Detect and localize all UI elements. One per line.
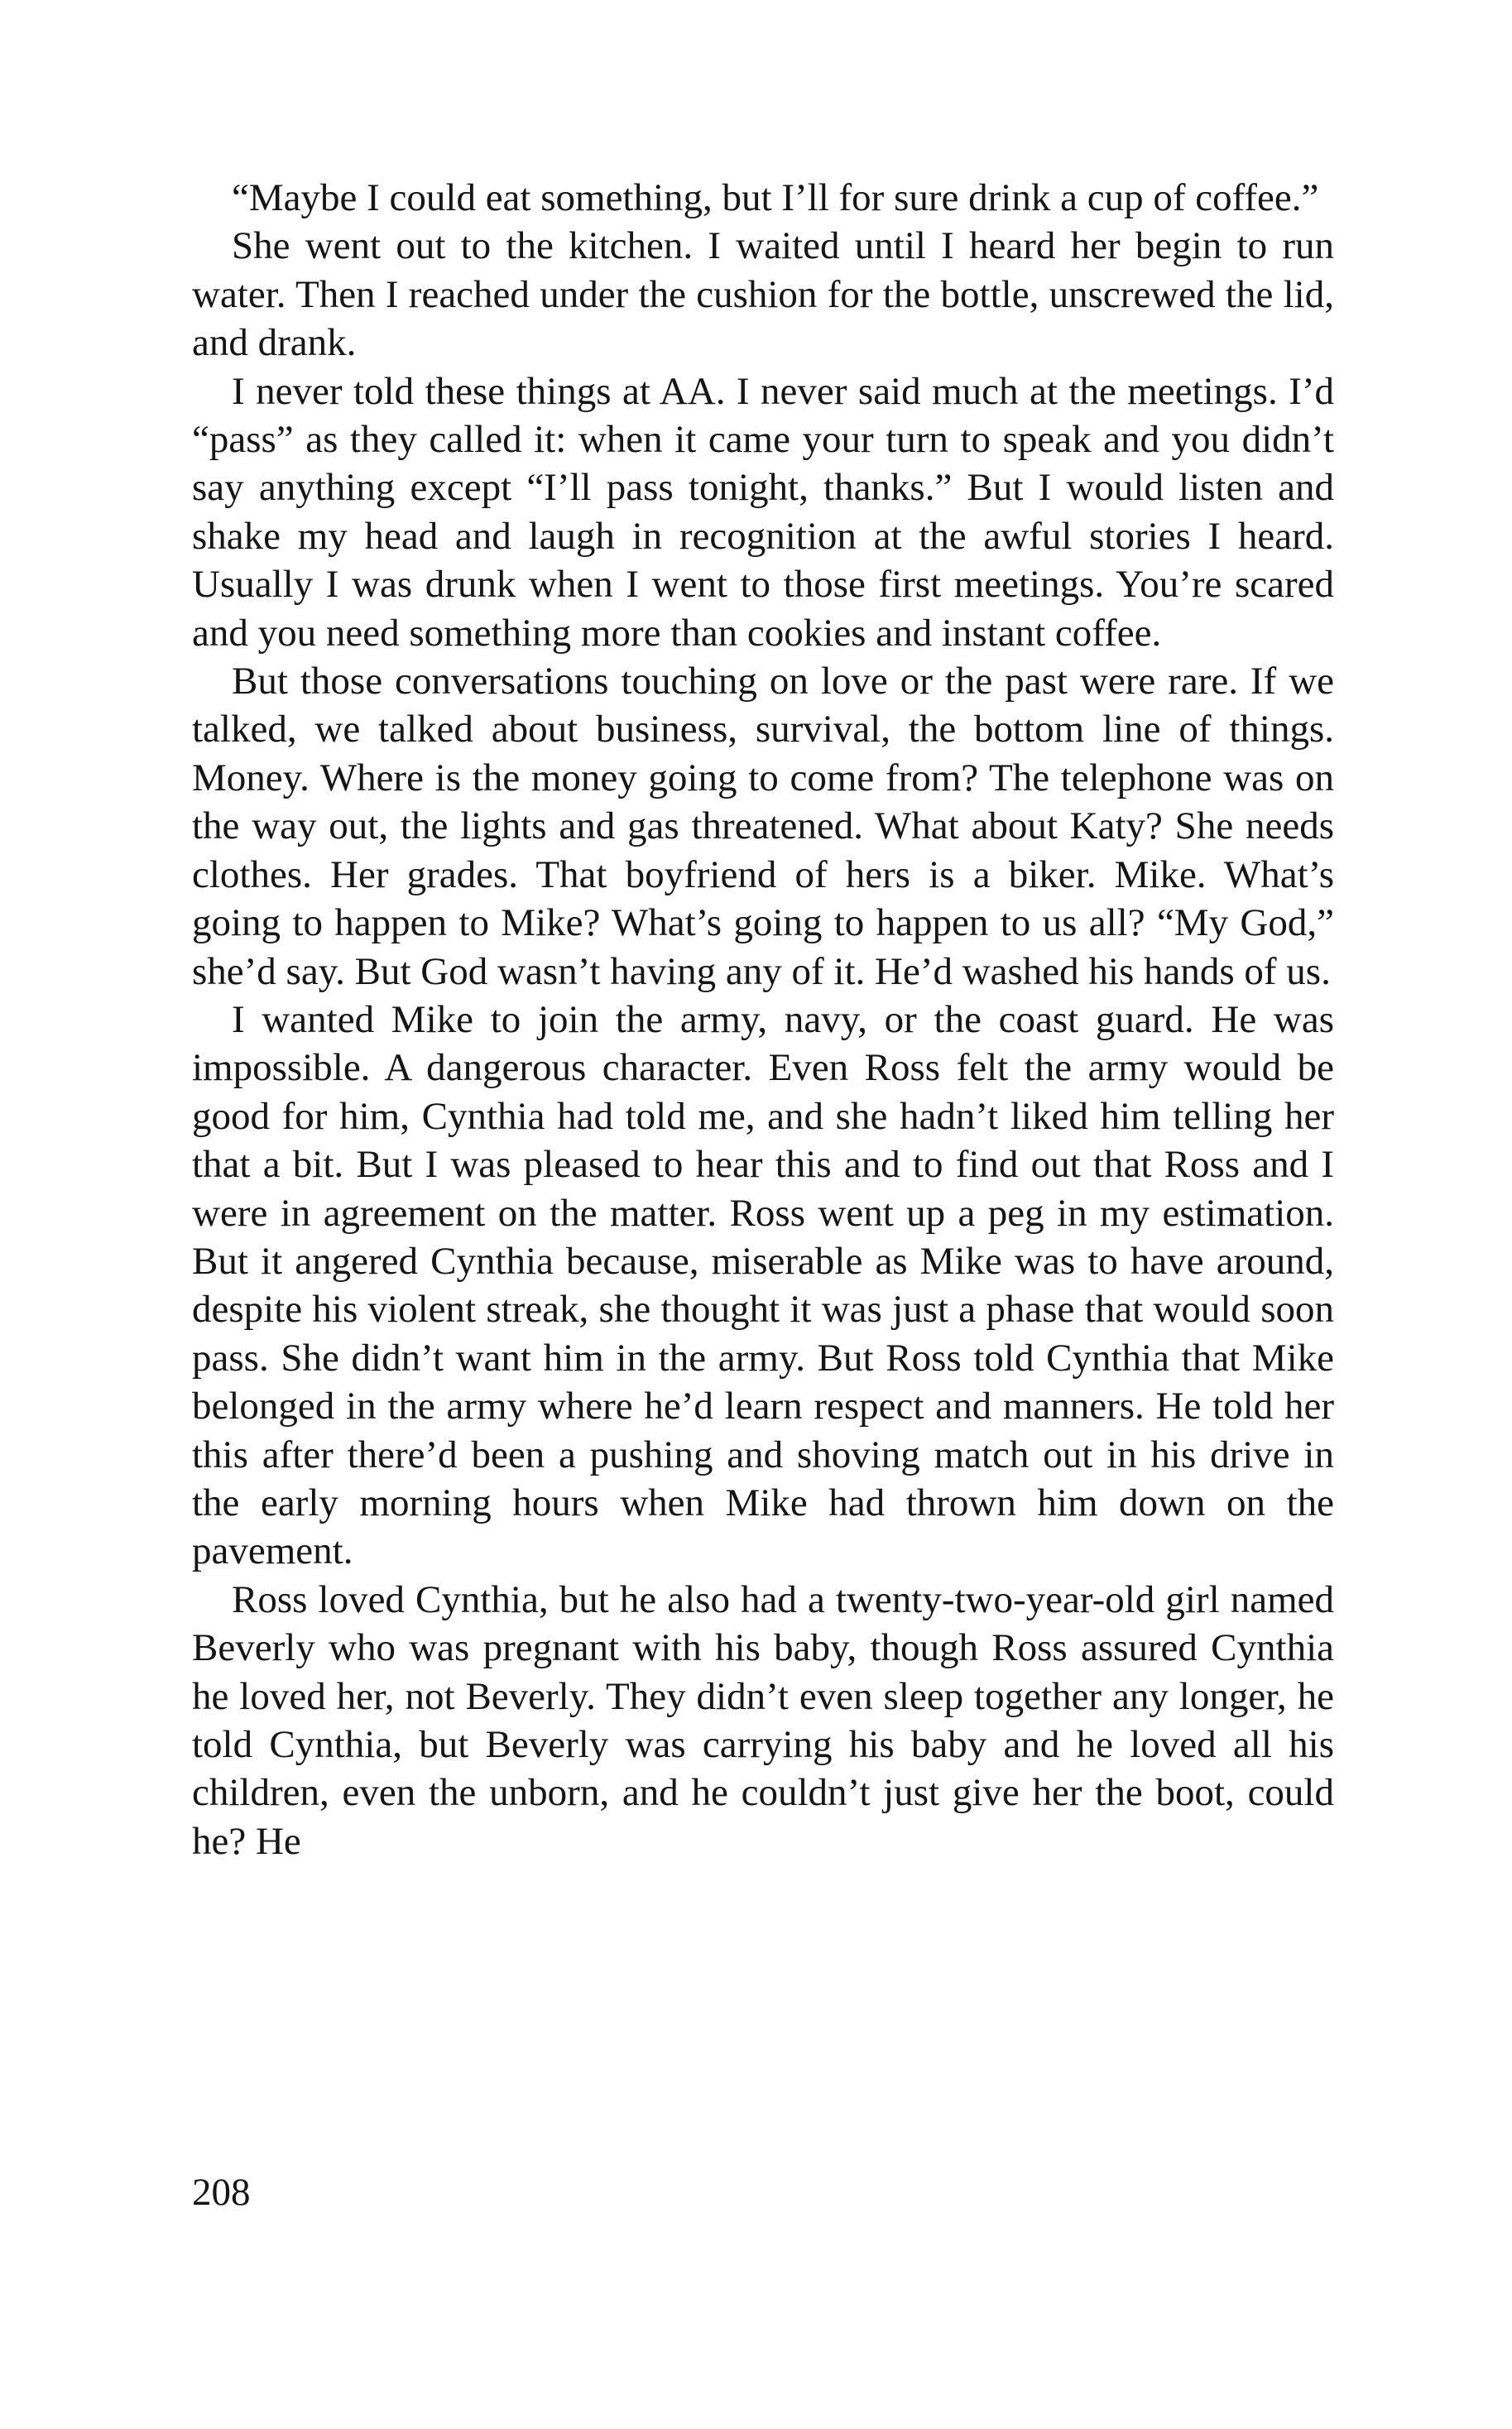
- paragraph: “Maybe I could eat something, but I’ll for sure drink a cup of coffee.”: [232, 176, 1319, 219]
- paragraph: Ross loved Cynthia, but he also had a twenty-two-year-old girl named Beverly who was pregnant with his baby, though Ross assured Cynthia he loved her, not Beverly. They didn’t even sleep together any longer, he told Cynthia, but Beverly was carrying his baby and he loved all his children, even the unborn, and he couldn’t just give her the boot, could he? He: [192, 1577, 1334, 1863]
- paragraph: She went out to the kitchen. I waited until I heard her begin to run water. Then I reached under the cushion for the bottle, unscrewed the lid, and drank.: [192, 224, 1334, 365]
- body-text: [192, 174, 1334, 1865]
- page-number: 208: [192, 2171, 251, 2214]
- paragraph: I never told these things at AA. I never said much at the meetings. I’d “pass” as they called it: when it came your turn to speak and you didn’t say anything except “I’ll pass tonight, thanks.” But I would listen and shake my head and laugh in recognition at the awful stories I heard. Usually I was drunk when I went to those first meetings. You’re scared and you need something more than cookies and instant coffee.: [192, 369, 1334, 655]
- paragraph: I wanted Mike to join the army, navy, or the coast guard. He was impossible. A dangerous character. Even Ross felt the army would be good for him, Cynthia had told me, and she hadn’t liked him telling her that a bit. But I was pleased to hear this and to find out that Ross and I were in agreement on the matter. Ross went up a peg in my estimation. But it angered Cynthia because, miserable as Mike was to have around, despite his violent streak, she thought it was just a phase that would soon pass. She didn’t want him in the army. But Ross told Cynthia that Mike belonged in the army where he’d learn respect and manners. He told her this after there’d been a pushing and shoving match out in his drive in the early morning hours when Mike had thrown him down on the pavement.: [192, 997, 1334, 1573]
- paragraph: But those conversations touching on love or the past were rare. If we talked, we talked about business, survival, the bottom line of things. Money. Where is the money going to come from? The telephone was on the way out, the lights and gas threatened. What about Katy? She needs clothes. Her grades. That boyfriend of hers is a biker. Mike. What’s going to happen to Mike? What’s going to happen to us all? “My God,” she’d say. But God wasn’t having any of it. He’d washed his hands of us.: [192, 660, 1334, 993]
